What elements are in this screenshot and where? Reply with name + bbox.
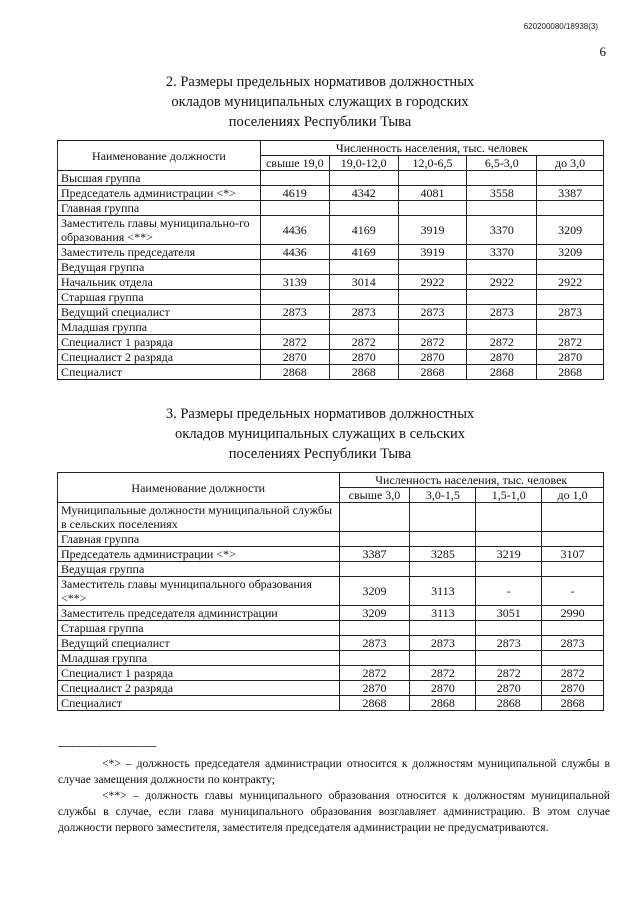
column-header: 19,0-12,0	[329, 156, 398, 171]
section3-title	[0, 404, 640, 464]
salary-cell	[467, 201, 537, 216]
position-name-cell: Специалист 2 разряда	[58, 681, 340, 696]
salary-cell: 2873	[398, 305, 467, 320]
salary-cell	[398, 201, 467, 216]
salary-cell: 2872	[339, 666, 410, 681]
document-number: 620200080/18938(3)	[523, 22, 598, 31]
salary-cell: 2990	[542, 606, 604, 621]
salary-cell	[260, 260, 329, 275]
salary-cell: 2868	[537, 365, 604, 380]
position-name-cell: Ведущая группа	[58, 562, 340, 577]
salary-cell: 4436	[260, 216, 329, 245]
salary-cell	[467, 320, 537, 335]
table-row	[58, 606, 604, 621]
table-header-row	[58, 473, 604, 488]
table-row	[58, 275, 604, 290]
salary-cell	[339, 532, 410, 547]
table-row	[58, 532, 604, 547]
table-row	[58, 577, 604, 606]
table-row	[58, 681, 604, 696]
salary-cell	[467, 290, 537, 305]
table-header-row	[58, 141, 604, 156]
column-header: свыше 19,0	[260, 156, 329, 171]
salary-cell	[476, 621, 542, 636]
salary-cell: 2870	[260, 350, 329, 365]
salary-cell	[398, 171, 467, 186]
salary-cell	[476, 503, 542, 532]
salary-cell	[542, 621, 604, 636]
salary-cell: 2872	[537, 335, 604, 350]
position-name-cell: Младшая группа	[58, 320, 261, 335]
section2-title	[0, 72, 640, 132]
table-row	[58, 503, 604, 532]
salary-cell: 2872	[476, 666, 542, 681]
salary-cell: 2922	[537, 275, 604, 290]
salary-cell: 2868	[542, 696, 604, 711]
table-row	[58, 636, 604, 651]
salary-cell: 2868	[410, 696, 476, 711]
section3-title-line: окладов муниципальных служащих в сельских	[175, 426, 465, 442]
salary-cell: -	[476, 577, 542, 606]
table-row	[58, 320, 604, 335]
position-name-cell: Муниципальные должности муниципальной службы в сельских поселениях	[58, 503, 340, 532]
salary-cell	[476, 562, 542, 577]
footnote-2: <**> – должность главы муниципального образования относится к должностям муниципальной службы в случае, если глава муниципального образования возглавляет администрацию. В этом случае должности первого заместителя, заместителя председателя администрации не предусматриваются.	[58, 789, 610, 834]
salary-cell	[410, 532, 476, 547]
salary-cell: 2922	[398, 275, 467, 290]
salary-cell: 2868	[339, 696, 410, 711]
position-name-cell: Главная группа	[58, 532, 340, 547]
population-header: Численность населения, тыс. человек	[339, 473, 603, 488]
column-header: свыше 3,0	[339, 488, 410, 503]
salary-cell	[260, 171, 329, 186]
salary-cell	[398, 290, 467, 305]
footnote-1: <*> – должность председателя администрации относится к должностям муниципальной службы в случае замещения должности по контракту;	[58, 757, 610, 786]
position-name-cell: Младшая группа	[58, 651, 340, 666]
salary-cell: 2873	[260, 305, 329, 320]
salary-cell	[467, 260, 537, 275]
salary-cell	[260, 201, 329, 216]
table-row	[58, 201, 604, 216]
position-name-cell: Специалист 1 разряда	[58, 666, 340, 681]
salary-cell	[542, 562, 604, 577]
column-header: 1,5-1,0	[476, 488, 542, 503]
section3-title-line: 3. Размеры предельных нормативов должностных	[165, 406, 475, 422]
table-row	[58, 260, 604, 275]
salary-cell: 2870	[537, 350, 604, 365]
table-row	[58, 621, 604, 636]
salary-cell: 3209	[537, 245, 604, 260]
salary-cell: 2873	[537, 305, 604, 320]
salary-cell: 2870	[476, 681, 542, 696]
salary-cell	[398, 320, 467, 335]
salary-cell	[329, 171, 398, 186]
salary-cell: 2873	[542, 636, 604, 651]
salary-cell: 2872	[329, 335, 398, 350]
salary-cell	[476, 532, 542, 547]
salary-cell	[260, 320, 329, 335]
section2-title-line: поселениях Республики Тыва	[228, 114, 412, 130]
salary-cell: 3113	[410, 606, 476, 621]
salary-cell: 2868	[398, 365, 467, 380]
position-name-cell: Специалист	[58, 696, 340, 711]
salary-cell: 3051	[476, 606, 542, 621]
salary-cell: 2922	[467, 275, 537, 290]
footnote-separator: -------------------------------	[58, 740, 157, 752]
population-header: Численность населения, тыс. человек	[260, 141, 603, 156]
salary-cell	[410, 651, 476, 666]
salary-cell	[467, 171, 537, 186]
salary-cell	[537, 171, 604, 186]
table-row	[58, 696, 604, 711]
salary-cell: 3014	[329, 275, 398, 290]
salary-cell: 3370	[467, 216, 537, 245]
salary-cell: 3558	[467, 186, 537, 201]
salary-cell: 2870	[467, 350, 537, 365]
table-row	[58, 186, 604, 201]
salary-cell: 4436	[260, 245, 329, 260]
salary-cell	[339, 562, 410, 577]
position-name-cell: Заместитель главы муниципально-го образования <**>	[58, 216, 261, 245]
salary-cell: 2868	[476, 696, 542, 711]
salary-cell	[329, 320, 398, 335]
position-name-cell: Ведущий специалист	[58, 636, 340, 651]
salary-cell: 2870	[410, 681, 476, 696]
position-name-cell: Заместитель председателя	[58, 245, 261, 260]
salary-cell: 2872	[542, 666, 604, 681]
page-number: 6	[599, 44, 606, 59]
salary-cell	[398, 260, 467, 275]
salary-cell: 2873	[329, 305, 398, 320]
salary-cell	[410, 621, 476, 636]
salary-cell	[542, 651, 604, 666]
position-name-cell: Старшая группа	[58, 621, 340, 636]
salary-cell	[339, 503, 410, 532]
table-row	[58, 335, 604, 350]
salary-cell: 3113	[410, 577, 476, 606]
salary-cell	[329, 260, 398, 275]
column-header: до 3,0	[537, 156, 604, 171]
position-name-cell: Ведущая группа	[58, 260, 261, 275]
urban-salary-table	[57, 140, 604, 380]
table-row	[58, 290, 604, 305]
salary-cell: 4342	[329, 186, 398, 201]
salary-cell: 3107	[542, 547, 604, 562]
position-name-cell: Специалист 2 разряда	[58, 350, 261, 365]
salary-cell	[542, 532, 604, 547]
position-name-cell: Заместитель председателя администрации	[58, 606, 340, 621]
position-name-cell: Старшая группа	[58, 290, 261, 305]
salary-cell	[537, 320, 604, 335]
column-header: 6,5-3,0	[467, 156, 537, 171]
salary-cell: 3285	[410, 547, 476, 562]
salary-cell: 2872	[260, 335, 329, 350]
position-header: Наименование должности	[58, 473, 340, 503]
salary-cell	[410, 562, 476, 577]
salary-cell: 2872	[398, 335, 467, 350]
salary-cell: 2870	[398, 350, 467, 365]
salary-cell	[410, 503, 476, 532]
salary-cell	[537, 260, 604, 275]
position-name-cell: Начальник отдела	[58, 275, 261, 290]
position-name-cell: Специалист	[58, 365, 261, 380]
table-row	[58, 365, 604, 380]
salary-cell	[260, 290, 329, 305]
table-row	[58, 562, 604, 577]
section2-title-line: окладов муниципальных служащих в городских	[171, 94, 469, 110]
salary-cell: 4081	[398, 186, 467, 201]
salary-cell: 2870	[329, 350, 398, 365]
position-name-cell: Заместитель главы муниципального образования <**>	[58, 577, 340, 606]
salary-cell: 4169	[329, 216, 398, 245]
salary-cell	[339, 621, 410, 636]
salary-cell: 2873	[339, 636, 410, 651]
salary-cell	[537, 201, 604, 216]
salary-cell: 2868	[467, 365, 537, 380]
salary-cell: 3370	[467, 245, 537, 260]
position-name-cell: Высшая группа	[58, 171, 261, 186]
salary-cell	[542, 503, 604, 532]
salary-cell: 2872	[410, 666, 476, 681]
position-header: Наименование должности	[58, 141, 261, 171]
salary-cell: 2873	[467, 305, 537, 320]
position-name-cell: Ведущий специалист	[58, 305, 261, 320]
table-row	[58, 547, 604, 562]
salary-cell	[339, 651, 410, 666]
section2-title-line: 2. Размеры предельных нормативов должностных	[165, 74, 475, 90]
salary-cell: 3209	[339, 606, 410, 621]
table-row	[58, 350, 604, 365]
salary-cell: 2870	[339, 681, 410, 696]
position-name-cell: Специалист 1 разряда	[58, 335, 261, 350]
table-row	[58, 245, 604, 260]
column-header: 3,0-1,5	[410, 488, 476, 503]
salary-cell: 3139	[260, 275, 329, 290]
salary-cell: 3219	[476, 547, 542, 562]
table-row	[58, 666, 604, 681]
salary-cell	[329, 290, 398, 305]
rural-salary-table	[57, 472, 604, 711]
table-row	[58, 305, 604, 320]
position-name-cell: Председатель администрации <*>	[58, 547, 340, 562]
salary-cell: 2868	[260, 365, 329, 380]
column-header: 12,0-6,5	[398, 156, 467, 171]
salary-cell: 3209	[339, 577, 410, 606]
position-name-cell: Главная группа	[58, 201, 261, 216]
salary-cell	[329, 201, 398, 216]
salary-cell: 2873	[410, 636, 476, 651]
column-header: до 1,0	[542, 488, 604, 503]
position-name-cell: Председатель администрации <*>	[58, 186, 261, 201]
salary-cell: 3209	[537, 216, 604, 245]
table-row	[58, 651, 604, 666]
table-row	[58, 171, 604, 186]
salary-cell: 4619	[260, 186, 329, 201]
salary-cell	[537, 290, 604, 305]
salary-cell: -	[542, 577, 604, 606]
salary-cell: 4169	[329, 245, 398, 260]
footnotes	[58, 756, 610, 836]
salary-cell: 3919	[398, 245, 467, 260]
salary-cell: 2868	[329, 365, 398, 380]
salary-cell: 3387	[339, 547, 410, 562]
salary-cell: 2873	[476, 636, 542, 651]
salary-cell: 3919	[398, 216, 467, 245]
salary-cell	[476, 651, 542, 666]
section3-title-line: поселениях Республики Тыва	[228, 446, 412, 462]
salary-cell: 2870	[542, 681, 604, 696]
table-row	[58, 216, 604, 245]
salary-cell: 3387	[537, 186, 604, 201]
salary-cell: 2872	[467, 335, 537, 350]
